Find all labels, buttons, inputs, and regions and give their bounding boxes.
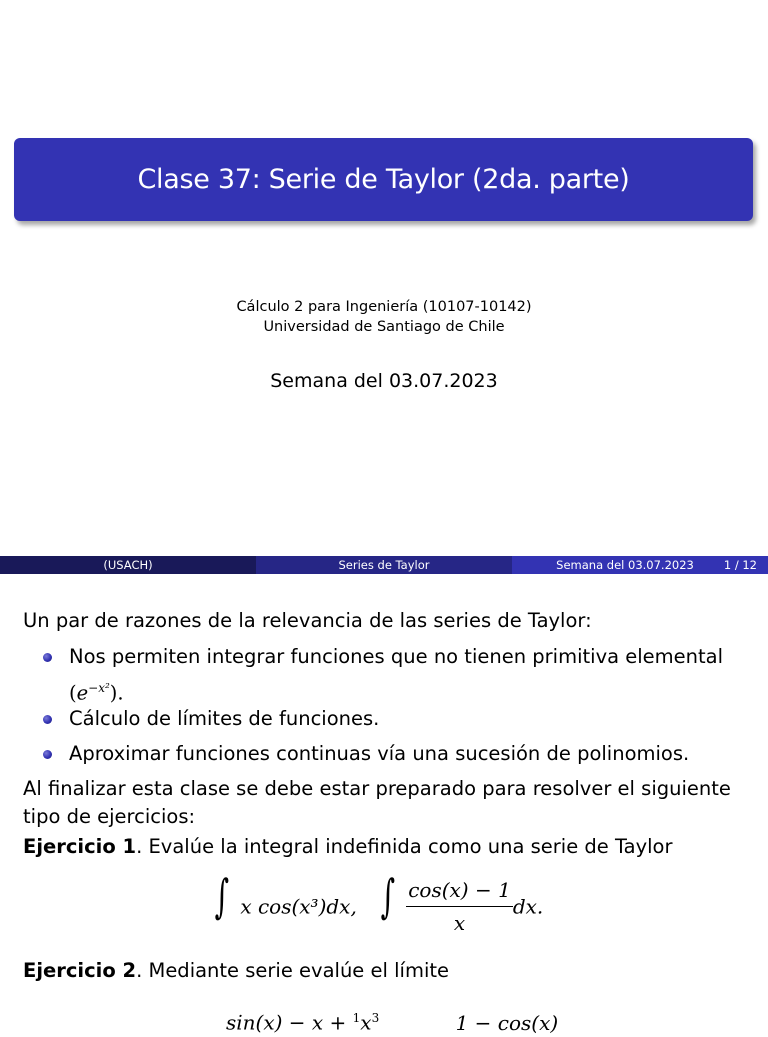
university-name: Universidad de Santiago de Chile bbox=[263, 319, 505, 335]
paragraph-line: Al finalizar esta clase se debe estar preparado para resolver el siguiente bbox=[23, 777, 731, 800]
exercise-1-formula bbox=[210, 869, 544, 937]
exercise-2-label: Ejercicio 2 bbox=[23, 959, 137, 982]
bullet-text: Nos permiten integrar funciones que no tienen primitiva elemental bbox=[69, 645, 724, 668]
integral-symbol: ∫ bbox=[214, 869, 230, 923]
slide-title: Clase 37: Serie de Taylor (2da. parte) bbox=[137, 164, 630, 195]
bullet-icon bbox=[43, 653, 52, 662]
footer-institution-text: (USACH) bbox=[103, 558, 153, 572]
intro-text: Un par de razones de la relevancia de las series de Taylor: bbox=[23, 609, 592, 632]
fraction bbox=[406, 876, 513, 937]
exercise-1-label: Ejercicio 1 bbox=[23, 835, 137, 858]
content-slide bbox=[0, 574, 768, 1035]
paragraph-line: tipo de ejercicios: bbox=[23, 805, 196, 828]
slide-date: Semana del 03.07.2023 bbox=[270, 370, 498, 392]
formula-tail: dx. bbox=[512, 894, 544, 919]
page-number: 1 / 12 bbox=[723, 558, 757, 572]
bullet-math: $(e^{-x^2})$. bbox=[69, 681, 124, 705]
fraction-denominator: x bbox=[453, 911, 466, 935]
exercise-2-formula-partial: $\sin(x) - x + ^1x^3$ 1 − cos(x) bbox=[226, 1010, 559, 1035]
footer-bar bbox=[0, 556, 768, 574]
formula-integrand-1: x cos(x³)dx, bbox=[240, 894, 357, 919]
footer-topic-text: Series de Taylor bbox=[338, 558, 430, 572]
bullet-text: Aproximar funciones continuas vía una sucesión de polinomios. bbox=[69, 742, 690, 765]
exercise-1-heading bbox=[23, 833, 673, 861]
footer-date-text: Semana del 03.07.2023 bbox=[556, 558, 694, 572]
title-box bbox=[14, 138, 753, 221]
bullet-icon bbox=[43, 715, 52, 724]
exercise-1-text: . Evalúe la integral indefinida como una serie de Taylor bbox=[136, 835, 673, 858]
course-name: Cálculo 2 para Ingeniería (10107-10142) bbox=[236, 299, 532, 315]
exercise-2-heading bbox=[23, 957, 449, 985]
integral-symbol: ∫ bbox=[380, 869, 396, 923]
fraction-numerator: cos(x) − 1 bbox=[406, 876, 513, 907]
exercise-2-text: . Mediante serie evalúe el límite bbox=[136, 959, 450, 982]
bullet-text: Cálculo de límites de funciones. bbox=[69, 707, 380, 730]
footer-date-page bbox=[512, 556, 768, 574]
footer-institution bbox=[0, 556, 256, 574]
footer-topic bbox=[256, 556, 512, 574]
bullet-icon bbox=[43, 750, 52, 759]
